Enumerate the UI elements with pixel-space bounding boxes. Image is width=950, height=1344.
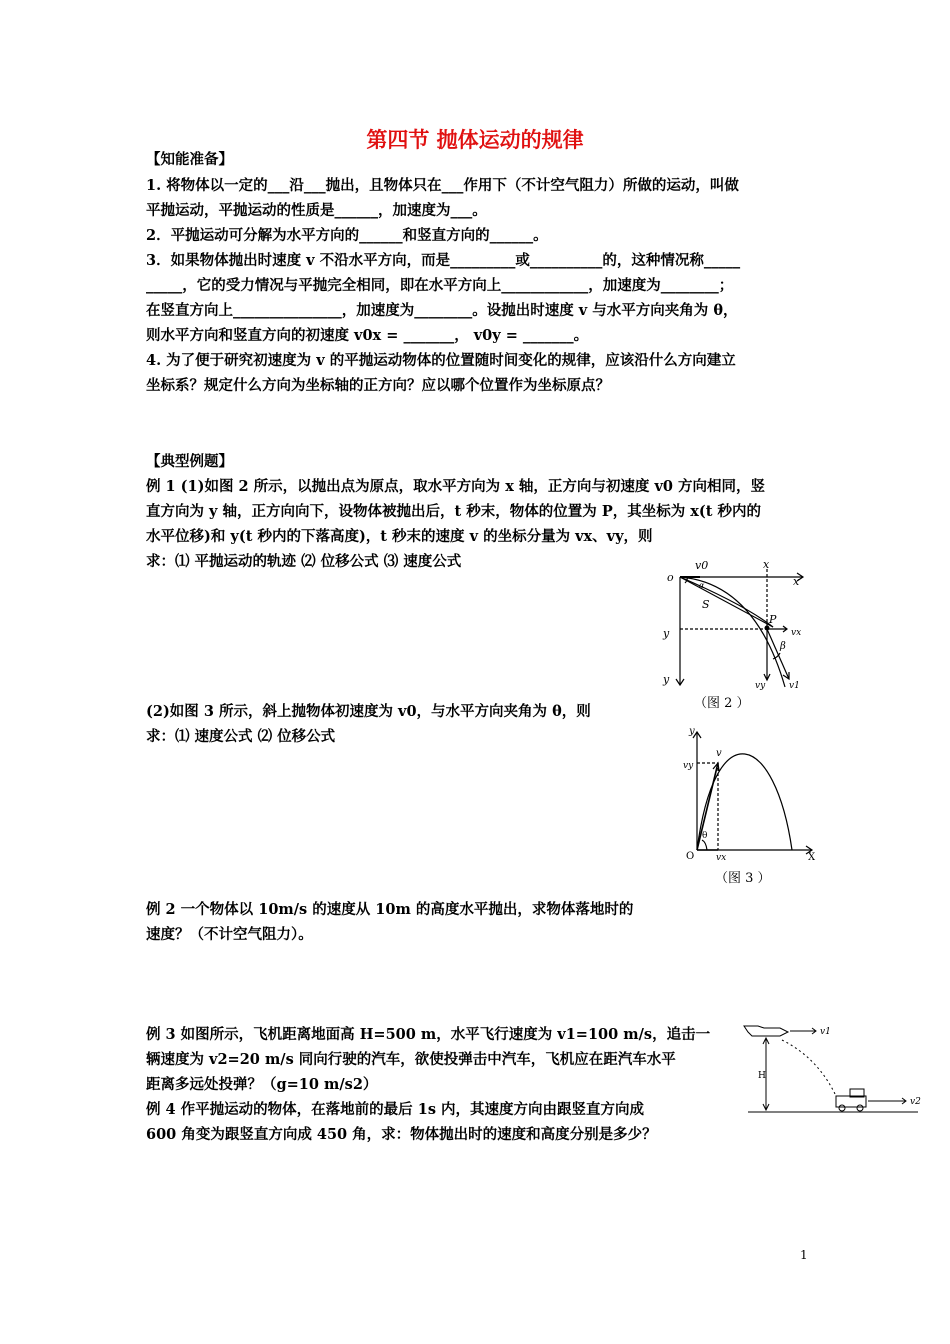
fig2-label-v0: v0 (695, 559, 709, 572)
prep-line: 坐标系？规定什么方向为坐标轴的正方向？应以哪个位置作为坐标原点？ (146, 377, 610, 394)
fig2-label-y-mid: y (663, 627, 670, 640)
prep-line: 3．如果物体抛出时速度 v 不沿水平方向，而是_________或__________的，这种情况称_____ (146, 252, 741, 269)
prep-line: 平抛运动，平抛运动的性质是______，加速度为___。 (146, 202, 487, 219)
fig3-label-v: v (716, 748, 722, 759)
fig3-label-vx: vx (716, 853, 727, 863)
car-icon (836, 1089, 866, 1111)
fig2-label-x-top: x (763, 558, 770, 571)
fig4-label-v2: v2 (910, 1097, 921, 1107)
prep-line: 则水平方向和竖直方向的初速度 v0x = _______， v0y = _______。 (146, 327, 589, 344)
example-line: 例 2 一个物体以 10m/s 的速度从 10m 的高度水平抛出，求物体落地时的 (146, 901, 634, 918)
fig4-label-v1: v1 (820, 1027, 831, 1037)
prep-line: _____，它的受力情况与平抛完全相同，即在水平方向上____________，加速度为________； (146, 277, 734, 294)
figure-3-caption: （图 3 ） (715, 871, 771, 886)
figure-4-diagram (738, 1018, 928, 1118)
fig3-label-x-axis: X (808, 852, 816, 863)
example-line: 600 角变为跟竖直方向成 450 角，求：物体抛出时的速度和高度分别是多少？ (146, 1126, 657, 1143)
section-heading-examples: 【典型例题】 (146, 453, 233, 470)
fig4-label-h: H (758, 1071, 766, 1081)
example-line: 速度？（不计空气阻力）。 (146, 926, 313, 943)
figure-2-diagram (655, 555, 815, 695)
fig2-label-beta: β (780, 641, 786, 652)
prep-line: 1. 将物体以一定的___沿___抛出，且物体只在___作用下（不计空气阻力）所做的运动，叫做 (146, 177, 739, 194)
example-line: 求：⑴ 速度公式 ⑵ 位移公式 (146, 728, 336, 745)
example-line: 距离多远处投弹？（g=10 m/s2） (146, 1076, 378, 1093)
figure-2-caption: （图 2 ） (694, 696, 750, 711)
example-line: 例 4 作平抛运动的物体，在落地前的最后 1s 内，其速度方向由跟竖直方向成 (146, 1101, 645, 1118)
section-heading-prep: 【知能准备】 (146, 151, 233, 168)
prep-line: 2．平抛运动可分解为水平方向的______和竖直方向的______。 (146, 227, 548, 244)
fig3-label-vy: vy (683, 761, 694, 771)
fig2-label-s: S (702, 598, 710, 611)
example-line: 辆速度为 v2=20 m/s 同向行驶的汽车，欲使投弹击中汽车，飞机应在距汽车水平 (146, 1051, 676, 1068)
fig3-label-o: O (686, 851, 695, 862)
fig2-label-alpha: α (699, 581, 705, 590)
example-line: 求：⑴ 平抛运动的轨迹 ⑵ 位移公式 ⑶ 速度公式 (146, 553, 462, 570)
fig2-label-vy: vy (755, 681, 766, 691)
fig2-label-x-axis: x (793, 575, 800, 588)
prep-line: 4. 为了便于研究初速度为 v 的平抛运动物体的位置随时间变化的规律，应该沿什么方向建立 (146, 352, 736, 369)
fig2-label-o: o (667, 571, 674, 584)
example-line: 例 3 如图所示，飞机距离地面高 H=500 m，水平飞行速度为 v1=100 m/s，追击一 (146, 1026, 711, 1043)
fig2-label-vx: vx (791, 628, 802, 638)
page-title: 第四节 抛体运动的规律 (366, 128, 584, 152)
fig3-label-y-axis: y (689, 726, 695, 737)
fig2-label-v1: v1 (789, 681, 800, 691)
fig2-label-p: P (769, 613, 777, 626)
figure-3-diagram (680, 722, 820, 867)
page-number: 1 (800, 1248, 808, 1262)
fig3-label-theta: θ (702, 831, 708, 841)
fig2-label-y-axis: y (663, 673, 670, 686)
example-line: 直方向为 y 轴，正方向向下，设物体被抛出后，t 秒末，物体的位置为 P，其坐标为 x(t 秒内的 (146, 503, 762, 520)
prep-line: 在竖直方向上_______________，加速度为________。设抛出时速度 v 与水平方向夹角为 θ， (146, 302, 738, 319)
example-line: 水平位移)和 y(t 秒内的下落高度)，t 秒末的速度 v 的坐标分量为 vx、vy，则 (146, 528, 653, 545)
example-line: 例 1 (1)如图 2 所示，以抛出点为原点，取水平方向为 x 轴，正方向与初速度 v0 方向相同，竖 (146, 478, 766, 495)
example-line: (2)如图 3 所示，斜上抛物体初速度为 v0，与水平方向夹角为 θ，则 (146, 703, 591, 720)
plane-icon (744, 1026, 788, 1036)
